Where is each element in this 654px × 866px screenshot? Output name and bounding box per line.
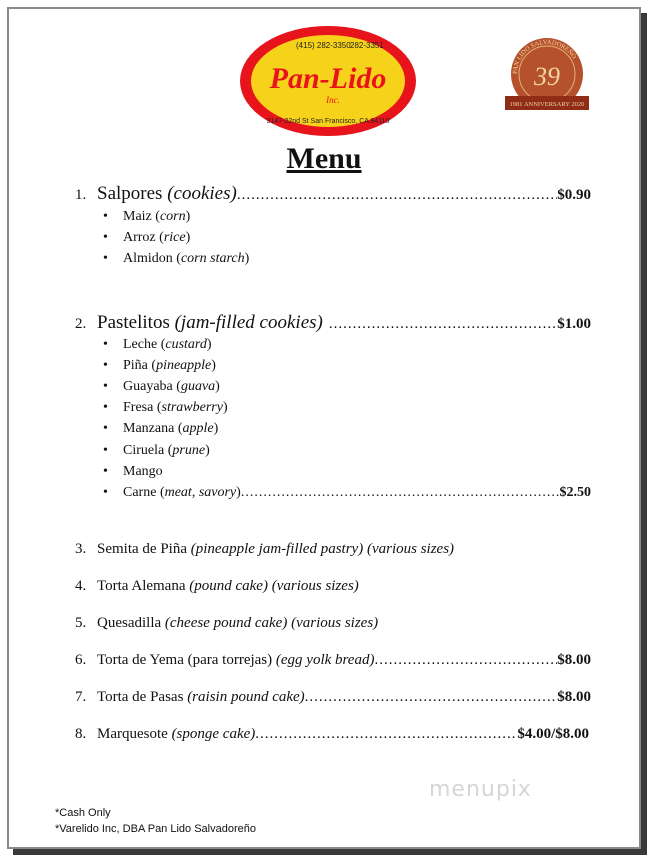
sub-item: • Manzana ( apple ) xyxy=(103,421,219,436)
item-name: Salpores xyxy=(97,183,163,204)
menu-item: 4. Torta Alemana (pound cake) (various sizes) xyxy=(75,578,359,594)
pan-lido-logo xyxy=(238,24,418,139)
sub-item: • Mango xyxy=(103,464,163,479)
menu-item: 7. Torta de Pasas (raisin pound cake) ..... $8.00 xyxy=(75,689,591,706)
sub-item: • Almidon ( corn starch ) xyxy=(103,251,250,266)
item-price: $4.00/$8.00 xyxy=(517,726,589,742)
item-price: $1.00 xyxy=(557,316,591,332)
sub-item: • Ciruela ( prune ) xyxy=(103,443,210,458)
note-dba: *Varelido Inc, DBA Pan Lido Salvadoreño xyxy=(55,823,256,835)
logo-suffix: Inc. xyxy=(326,95,340,105)
page-title: Menu xyxy=(286,142,362,175)
logo-address: 3147-22nd St San Francisco, CA 94110 xyxy=(266,118,390,125)
seal-number: 39 xyxy=(534,62,560,91)
sub-item: • Fresa ( strawberry ) xyxy=(103,400,228,415)
item-price: $8.00 xyxy=(557,652,591,668)
sub-item: • Carne ( meat, savory ) ..... $2.50 xyxy=(103,485,591,501)
menu-item: 8. Marquesote (sponge cake) ..... $4.00/$8.00 xyxy=(75,726,589,743)
sub-item: • Leche ( custard ) xyxy=(103,337,212,352)
note-cash: *Cash Only xyxy=(55,807,111,819)
item-price: $8.00 xyxy=(557,689,591,705)
item-name: Pastelitos xyxy=(97,312,170,333)
item-price: $2.50 xyxy=(559,485,591,500)
sub-item: • Arroz ( rice ) xyxy=(103,230,191,245)
menu-item: 3. Semita de Piña (pineapple jam-filled pastry) (various sizes) xyxy=(75,541,455,557)
menu-item: 5. Quesadilla (cheese pound cake) (various sizes) xyxy=(75,615,379,631)
sub-item: • Piña ( pineapple ) xyxy=(103,358,216,373)
item-price: $0.90 xyxy=(557,187,591,203)
watermark: menupix xyxy=(429,777,532,802)
item-desc: (cookies) xyxy=(167,183,237,204)
menu-item: 1. Salpores (cookies) ..... $0.90 xyxy=(75,183,591,205)
logo-name: Pan-Lido xyxy=(269,62,387,95)
menu-item: 6. Torta de Yema (para torrejas) (egg yolk bread) ..... $8.00 xyxy=(75,652,591,669)
sub-item: • Guayaba ( guava ) xyxy=(103,379,220,394)
footnotes xyxy=(55,805,256,837)
anniversary-seal xyxy=(499,36,595,118)
menu-page xyxy=(7,7,641,849)
seal-ribbon: 1981 ANNIVERSARY 2020 xyxy=(509,101,585,108)
item-desc: (jam-filled cookies) xyxy=(174,312,323,333)
menu-item: 2. Pastelitos (jam-filled cookies) ..... $1.00 xyxy=(75,312,591,334)
seal-text: PAN LIDO SALVADOREÑO xyxy=(511,38,578,75)
sub-item: • Maiz ( corn ) xyxy=(103,209,191,224)
logo-phone1: (415) 282-3350 xyxy=(296,41,351,50)
logo-phone2: 282-3351 xyxy=(350,41,384,50)
